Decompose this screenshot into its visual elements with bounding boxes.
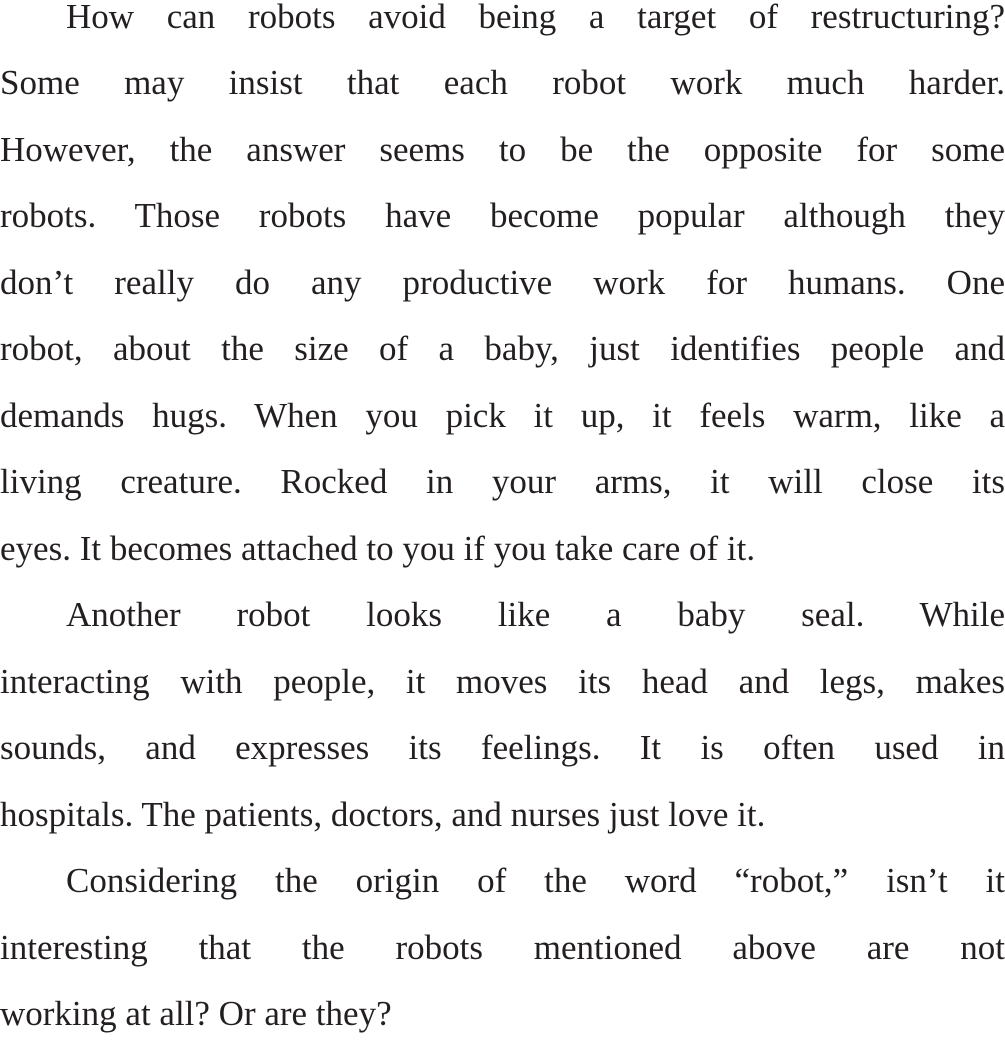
paragraph-2-line-4: hospitals. The patients, doctors, and nurses just love it. [0,795,766,834]
paragraph-3-line-3: working at all? Or are they? [0,994,392,1033]
paragraph-2-line-1: Another robot looks like a baby seal. While [66,595,1005,634]
paragraph-1-line-2: Some may insist that each robot work much harder. [0,63,1005,102]
paragraph-1-line-8: living creature. Rocked in your arms, it will close its [0,462,1005,501]
paragraph-1-line-1: How can robots avoid being a target of restructuring? [66,0,1005,36]
paragraph-1-line-7: demands hugs. When you pick it up, it feels warm, like a [0,396,1005,435]
paragraph-1-line-3: However, the answer seems to be the opposite for some [0,130,1005,169]
paragraph-3-line-1: Considering the origin of the word “robot,” isn’t it [66,861,1005,900]
paragraph-3-line-2: interesting that the robots mentioned above are not [0,928,1005,967]
paragraph-1-line-9: eyes. It becomes attached to you if you take care of it. [0,529,756,568]
paragraph-1-line-4: robots. Those robots have become popular although they [0,196,1005,235]
paragraph-2-line-2: interacting with people, it moves its head and legs, makes [0,662,1005,701]
paragraph-2-line-3: sounds, and expresses its feelings. It is often used in [0,728,1005,767]
paragraph-1-line-6: robot, about the size of a baby, just identifies people and [0,329,1005,368]
paragraph-1-line-5: don’t really do any productive work for humans. One [0,263,1005,302]
